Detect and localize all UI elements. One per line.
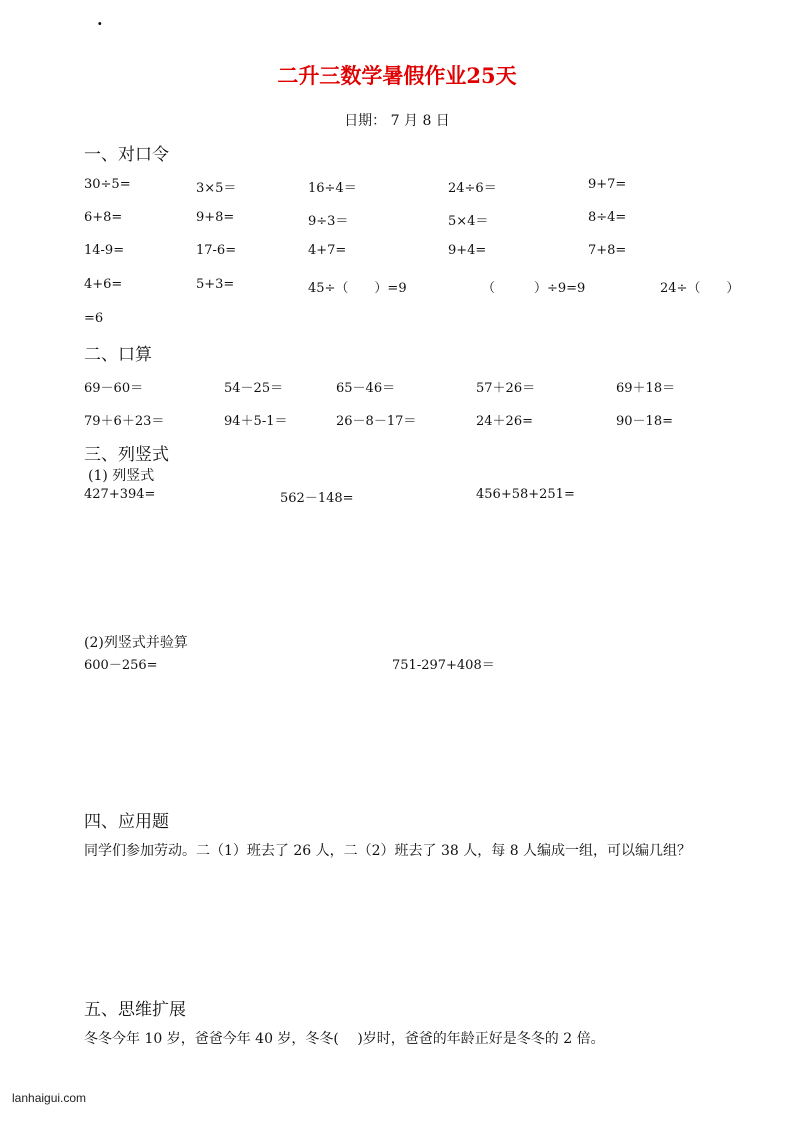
date-line: 日期： 7 月 8 日 — [344, 113, 450, 129]
s1-wrap: =6 — [84, 311, 104, 326]
s1-r3-c4: 9+4= — [448, 243, 487, 258]
section-4-heading: 四、应用题 — [84, 812, 169, 832]
s1-r4-c3: 45÷（ ）=9 — [308, 281, 407, 296]
section-1-heading: 一、对口令 — [84, 145, 169, 165]
s3-part1-item1: 427+394= — [84, 487, 156, 502]
s1-r4-c5: 24÷（ ） — [660, 281, 740, 296]
s1-r2-c1: 6+8= — [84, 210, 123, 225]
s2-r2-c3: 26－8－17＝ — [336, 414, 417, 429]
s1-r3-c5: 7+8= — [588, 243, 627, 258]
s2-r2-c5: 90－18= — [616, 414, 673, 429]
s1-r4-c4: （ ）÷9=9 — [482, 281, 586, 296]
s1-r4-c2: 5+3= — [196, 277, 235, 292]
s2-r1-c5: 69＋18＝ — [616, 381, 676, 396]
s2-r1-c4: 57＋26＝ — [476, 381, 536, 396]
s1-r1-c5: 9+7= — [588, 177, 627, 192]
s1-r1-c3: 16÷4＝ — [308, 181, 357, 196]
s1-r2-c4: 5×4＝ — [448, 214, 489, 229]
top-dot: · — [97, 14, 103, 33]
s1-r3-c1: 14-9= — [84, 243, 125, 258]
s1-r4-c1: 4+6= — [84, 277, 123, 292]
s3-part2-item2: 751-297+408＝ — [392, 658, 495, 673]
s1-r1-c4: 24÷6＝ — [448, 181, 497, 196]
s2-r1-c2: 54－25＝ — [224, 381, 284, 396]
s3-part2-item1: 600－256= — [84, 658, 158, 673]
section-5-heading: 五、思维扩展 — [84, 1000, 186, 1020]
s4-question: 同学们参加劳动。二（1）班去了 26 人，二（2）班去了 38 人，每 8 人编成一组，可以编几组？ — [84, 843, 692, 859]
s3-part1-item3: 456+58+251= — [476, 487, 575, 502]
footer-site: lanhaigui.com — [12, 1091, 87, 1105]
s1-r2-c3: 9÷3＝ — [308, 214, 349, 229]
s1-r2-c2: 9+8= — [196, 210, 235, 225]
s2-r2-c2: 94＋5-1＝ — [224, 414, 288, 429]
s2-r2-c1: 79＋6＋23＝ — [84, 414, 165, 429]
section-3-heading: 三、列竖式 — [84, 445, 169, 465]
s2-r1-c1: 69－60＝ — [84, 381, 144, 396]
s1-r1-c1: 30÷5= — [84, 177, 131, 192]
s2-r2-c4: 24＋26= — [476, 414, 533, 429]
s1-r2-c5: 8÷4= — [588, 210, 627, 225]
s1-r3-c2: 17-6= — [196, 243, 237, 258]
s3-part2-label: (2)列竖式并验算 — [84, 635, 188, 651]
s3-part1-label: (1) 列竖式 — [88, 468, 155, 484]
section-2-heading: 二、口算 — [84, 345, 152, 365]
page-title: 二升三数学暑假作业25天 — [277, 63, 517, 88]
s1-r1-c2: 3×5＝ — [196, 181, 237, 196]
s2-r1-c3: 65－46＝ — [336, 381, 396, 396]
s3-part1-item2: 562－148= — [280, 491, 354, 506]
s1-r3-c3: 4+7= — [308, 243, 347, 258]
s5-question: 冬冬今年 10 岁，爸爸今年 40 岁，冬冬( )岁时，爸爸的年龄正好是冬冬的 2 倍。 — [84, 1031, 605, 1047]
